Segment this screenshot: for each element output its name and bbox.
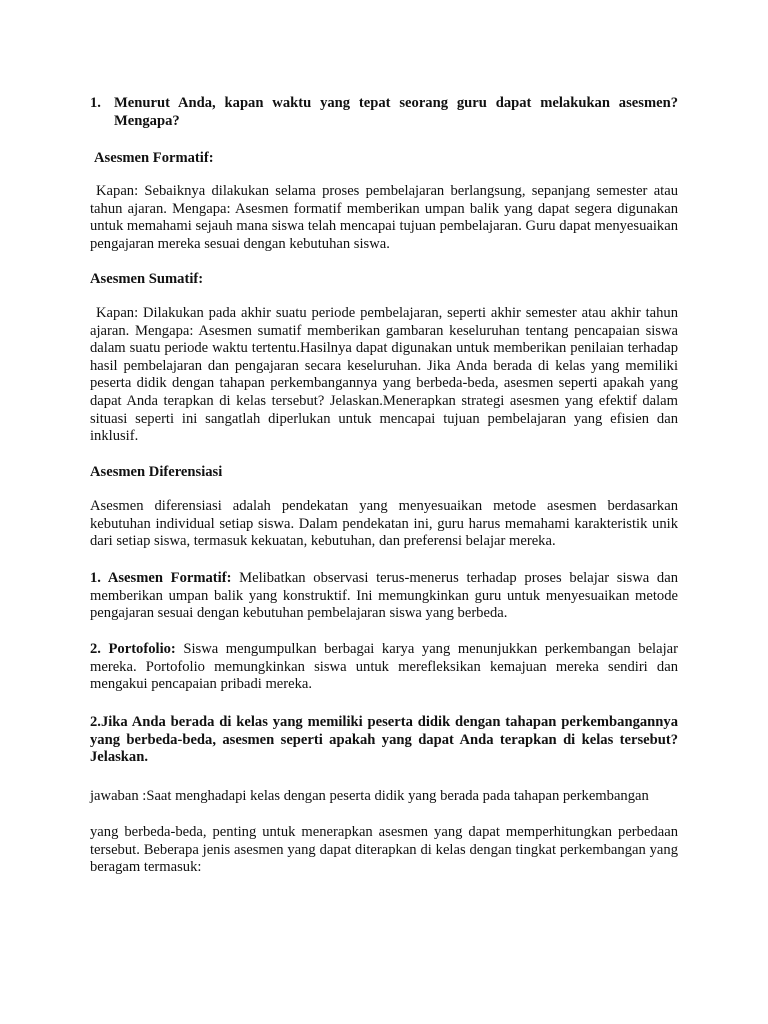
question-1-text: Menurut Anda, kapan waktu yang tepat seorang guru dapat melakukan asesmen? Mengapa? <box>114 95 678 129</box>
question-1-number: 1. <box>90 95 101 111</box>
point-2-paragraph <box>90 641 678 694</box>
point-1-paragraph <box>90 570 678 623</box>
point-1-body: Melibatkan observasi terus-menerus terhadap proses belajar siswa dan memberikan umpan balik yang konstruktif. Ini memungkinkan guru untuk menyesuaikan metode pengajaran sesuai dengan kebutuhan pembelajaran siswa yang berbeda. <box>90 570 678 622</box>
formatif-heading: Asesmen Formatif: <box>94 150 214 166</box>
sumatif-body: Kapan: Dilakukan pada akhir suatu periode pembelajaran, seperti akhir semester atau akhir tahun ajaran. Mengapa: Asesmen sumatif memberikan gambaran keseluruhan tentang pencapaian siswa dalam suatu periode waktu tertentu.Hasilnya dapat digunakan untuk memberikan penilaian terhadap hasil pembelajaran dan pengajaran secara keseluruhan. Jika Anda berada di kelas yang memiliki peserta didik dengan tahapan perkembangannya yang berbeda-beda, asesmen seperti apakah yang dapat Anda terapkan di kelas tersebut? Jelaskan.Menerapkan strategi asesmen yang efektif dalam situasi seperti ini sangatlah diperlukan untuk mencapai tujuan pembelajaran yang efisien dan inklusif. <box>90 305 678 445</box>
answer-body: yang berbeda-beda, penting untuk menerapkan asesmen yang dapat memperhitungkan perbedaan tersebut. Beberapa jenis asesmen yang dapat diterapkan di kelas dengan tingkat perkembangan yang beragam termasuk: <box>90 824 678 876</box>
point-2-label: 2. Portofolio: <box>90 641 176 657</box>
diferensiasi-heading: Asesmen Diferensiasi <box>90 464 223 480</box>
formatif-body: Kapan: Sebaiknya dilakukan selama proses pembelajaran berlangsung, sepanjang semester atau tahun ajaran. Mengapa: Asesmen formatif memberikan umpan balik yang dapat segera digunakan untuk memahami sejauh mana siswa telah mencapai tujuan pembelajaran. Guru dapat menyesuaikan pengajaran mereka sesuai dengan kebutuhan siswa. <box>90 183 678 252</box>
point-2-body: Siswa mengumpulkan berbagai karya yang menunjukkan perkembangan belajar mereka. Portofolio memungkinkan siswa untuk merefleksikan kemajuan mereka sendiri dan mengakui pencapaian pribadi mereka. <box>90 641 678 693</box>
point-1-label: 1. Asesmen Formatif: <box>90 570 232 586</box>
sumatif-heading: Asesmen Sumatif: <box>90 271 204 287</box>
answer-first-line: jawaban :Saat menghadapi kelas dengan peserta didik yang berada pada tahapan perkembangan <box>90 788 649 804</box>
diferensiasi-body: Asesmen diferensiasi adalah pendekatan yang menyesuaikan metode asesmen berdasarkan kebutuhan individual setiap siswa. Dalam pendekatan ini, guru harus memahami karakteristik unik dari setiap siswa, termasuk kekuatan, kebutuhan, dan preferensi belajar mereka. <box>90 498 678 550</box>
question-2-text: 2.Jika Anda berada di kelas yang memiliki peserta didik dengan tahapan perkembangannya yang berbeda-beda, asesmen seperti apakah yang dapat Anda terapkan di kelas tersebut? Jelaskan. <box>90 714 678 766</box>
